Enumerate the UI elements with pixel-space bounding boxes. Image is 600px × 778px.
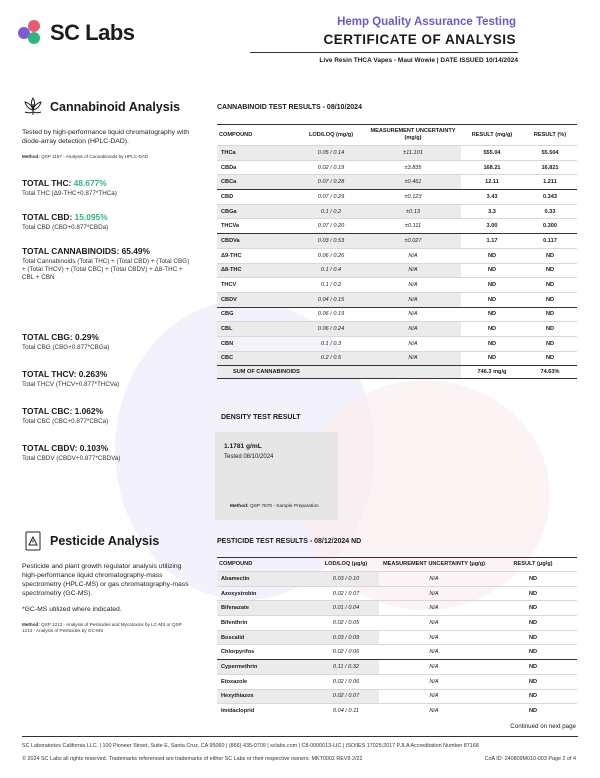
table-cell: ND bbox=[489, 601, 577, 616]
density-method: Method: QSP 7870 - Sample Preparation bbox=[230, 504, 319, 509]
table-cell: 0.05 / 0.14 bbox=[297, 146, 365, 161]
total-formula: Total CBD (CBD+0.877*CBDa) bbox=[22, 224, 109, 231]
cannabinoid-method: Method: QSP 1157 - Analysis of Cannabinoids by HPLC-DAD bbox=[22, 154, 149, 159]
table-cell: 0.1 / 0.2 bbox=[297, 204, 365, 219]
table-cell: 0.06 / 0.24 bbox=[297, 322, 365, 337]
table-cell: ND bbox=[489, 630, 577, 645]
table-cell: ND bbox=[461, 278, 523, 293]
table-cell: ND bbox=[489, 704, 577, 719]
table-cell: ND bbox=[489, 572, 577, 587]
table-row bbox=[217, 248, 577, 263]
compound-name: Δ9-THC bbox=[217, 248, 297, 263]
compound-name: Bifenthrin bbox=[217, 616, 313, 631]
total-label: TOTAL CANNABINOIDS: 65.49% bbox=[22, 246, 150, 256]
column-header: MEASUREMENT UNCERTAINTY (mg/g) bbox=[370, 128, 456, 141]
table-cell: 0.07 / 0.20 bbox=[297, 219, 365, 234]
table-cell: ND bbox=[523, 263, 577, 278]
cannabinoid-totals-list bbox=[22, 332, 192, 463]
table-cell: ND bbox=[489, 660, 577, 675]
total-item bbox=[22, 332, 192, 352]
sum-pct: 74.63% bbox=[523, 366, 577, 379]
pesticide-method: Method: QSP 1212 - Analysis of Pesticides and Mycotoxins by LC-MS or QSP 1213 - Analysis of Pesticides by GC-MS bbox=[22, 622, 182, 633]
page-title: CERTIFICATE OF ANALYSIS bbox=[323, 32, 516, 47]
compound-name: Hexythiazox bbox=[217, 689, 313, 704]
table-cell: N/A bbox=[379, 601, 489, 616]
table-cell: N/A bbox=[379, 660, 489, 675]
compound-name: Cypermethrin bbox=[217, 660, 313, 675]
table-cell: ND bbox=[523, 248, 577, 263]
total-item bbox=[22, 443, 192, 463]
total-item bbox=[22, 246, 192, 282]
table-cell: ND bbox=[461, 248, 523, 263]
pesticide-description: Pesticide and plant growth regulator analysis utilizing high-performance liquid chromatography-mass spectrometry (HPLC-MS) or gas chromatography-mass spectrometry (GC-MS). bbox=[22, 563, 189, 597]
table-cell: 0.07 / 0.28 bbox=[297, 175, 365, 190]
table-cell: 0.343 bbox=[523, 190, 577, 205]
table-cell: ND bbox=[489, 616, 577, 631]
table-cell: ND bbox=[489, 689, 577, 704]
total-label: TOTAL CBG: 0.29% bbox=[22, 332, 99, 342]
table-cell: 0.02 / 0.19 bbox=[297, 160, 365, 175]
table-cell: ND bbox=[523, 322, 577, 337]
table-cell: ND bbox=[461, 263, 523, 278]
total-formula: Total THC (Δ9-THC+0.877*THCa) bbox=[22, 190, 117, 197]
footer-address: SC Laboratories California LLC. | 100 Pioneer Street, Suite E, Santa Cruz, CA 95060 | (866) 435-0709 | sclabs.com | C8-0000013-LIC | ISO/IES 17025:2017 PJLA Accreditation Number 87168 bbox=[22, 743, 479, 749]
total-value: 0.29% bbox=[75, 332, 99, 342]
sc-labs-logo bbox=[18, 20, 135, 46]
table-cell: ND bbox=[461, 307, 523, 322]
table-row bbox=[217, 674, 577, 689]
density-tested-date: Tested 08/10/2024 bbox=[224, 454, 274, 460]
compound-name: CBD bbox=[217, 190, 297, 205]
table-row bbox=[217, 660, 577, 675]
pesticide-section-title: Pesticide Analysis bbox=[50, 534, 160, 548]
compound-name: THCa bbox=[217, 146, 297, 161]
table-cell: N/A bbox=[365, 336, 461, 351]
table-cell: ±0.13 bbox=[365, 204, 461, 219]
table-cell: ND bbox=[523, 336, 577, 351]
compound-name: CBC bbox=[217, 351, 297, 366]
density-result-box bbox=[215, 432, 338, 520]
table-cell: N/A bbox=[379, 689, 489, 704]
table-cell: ND bbox=[523, 278, 577, 293]
table-cell: ND bbox=[461, 292, 523, 307]
total-value: 0.103% bbox=[79, 443, 109, 453]
column-header: COMPOUND bbox=[219, 561, 253, 567]
table-cell: ND bbox=[461, 322, 523, 337]
compound-name: THCVa bbox=[217, 219, 297, 234]
table-cell: 168.21 bbox=[461, 160, 523, 175]
total-value: 0.263% bbox=[78, 369, 108, 379]
density-value: 1.1781 g/mL bbox=[224, 443, 262, 450]
table-cell: ND bbox=[523, 351, 577, 366]
table-cell: N/A bbox=[379, 586, 489, 601]
table-cell: ±0.461 bbox=[365, 175, 461, 190]
table-cell: 12.11 bbox=[461, 175, 523, 190]
table-header-row bbox=[217, 125, 577, 146]
table-cell: 0.11 / 0.32 bbox=[313, 660, 379, 675]
cannabinoid-summary bbox=[22, 96, 192, 282]
logo-text: SC Labs bbox=[50, 20, 135, 45]
pesticide-summary bbox=[22, 530, 192, 634]
table-cell: ND bbox=[461, 351, 523, 366]
table-cell: N/A bbox=[365, 263, 461, 278]
total-label: TOTAL CBDV: 0.103% bbox=[22, 443, 109, 453]
table-cell: ND bbox=[489, 674, 577, 689]
table-cell: N/A bbox=[365, 351, 461, 366]
column-header: RESULT (%) bbox=[533, 131, 567, 138]
table-row bbox=[217, 704, 577, 719]
total-item bbox=[22, 178, 192, 198]
table-row bbox=[217, 572, 577, 587]
total-item bbox=[22, 212, 192, 232]
table-cell: ±11.101 bbox=[365, 146, 461, 161]
table-row bbox=[217, 263, 577, 278]
table-cell: 0.06 / 0.19 bbox=[297, 307, 365, 322]
header-meta: Live Resin THCA Vapes - Maui Wowie | DATE ISSUED 10/14/2024 bbox=[319, 57, 518, 64]
table-cell: 0.1 / 0.2 bbox=[297, 278, 365, 293]
column-header: RESULT (mg/g) bbox=[471, 131, 513, 138]
cannabinoid-section-title: Cannabinoid Analysis bbox=[50, 100, 181, 114]
cannabis-leaf-icon bbox=[22, 96, 44, 118]
compound-name: CBN bbox=[217, 336, 297, 351]
sum-mg: 746.3 mg/g bbox=[461, 366, 523, 379]
table-cell: ±0.027 bbox=[365, 234, 461, 249]
table-row bbox=[217, 645, 577, 660]
table-cell: 0.07 / 0.29 bbox=[297, 190, 365, 205]
table-cell: 16.821 bbox=[523, 160, 577, 175]
density-title: DENSITY TEST RESULT bbox=[221, 414, 301, 421]
compound-name: CBG bbox=[217, 307, 297, 322]
table-cell: N/A bbox=[365, 307, 461, 322]
table-row bbox=[217, 292, 577, 307]
pesticide-results-table bbox=[217, 557, 577, 718]
cannabinoid-description: Tested by high-performance liquid chromatography with diode-array detection (HPLC-DAD). bbox=[22, 129, 189, 145]
column-header: MEASUREMENT UNCERTAINTY (μg/g) bbox=[382, 561, 486, 567]
compound-name: Bifenazate bbox=[217, 601, 313, 616]
table-cell: 0.1 / 0.4 bbox=[297, 263, 365, 278]
table-cell: 555.04 bbox=[461, 146, 523, 161]
table-cell: 0.04 / 0.11 bbox=[313, 704, 379, 719]
header-titles bbox=[323, 16, 516, 47]
compound-name: Δ8-THC bbox=[217, 263, 297, 278]
table-row bbox=[217, 322, 577, 337]
table-cell: N/A bbox=[379, 674, 489, 689]
table-row bbox=[217, 175, 577, 190]
total-value: 1.062% bbox=[74, 406, 103, 416]
table-cell: 0.02 / 0.06 bbox=[313, 674, 379, 689]
column-header: COMPOUND bbox=[219, 131, 253, 138]
table-cell: ND bbox=[489, 586, 577, 601]
total-item bbox=[22, 369, 192, 389]
compound-name: CBDV bbox=[217, 292, 297, 307]
compound-name: Azoxystrobin bbox=[217, 586, 313, 601]
compound-name: CBGa bbox=[217, 204, 297, 219]
table-cell: N/A bbox=[379, 645, 489, 660]
compound-name: THCV bbox=[217, 278, 297, 293]
table-cell: 0.03 / 0.10 bbox=[313, 572, 379, 587]
table-cell: 0.2 / 0.5 bbox=[297, 351, 365, 366]
table-row bbox=[217, 190, 577, 205]
table-row bbox=[217, 616, 577, 631]
table-cell: 0.1 / 0.3 bbox=[297, 336, 365, 351]
table-cell: ND bbox=[523, 292, 577, 307]
table-cell: 0.02 / 0.05 bbox=[313, 616, 379, 631]
table-cell: 3.3 bbox=[461, 204, 523, 219]
total-label: TOTAL THCV: 0.263% bbox=[22, 369, 108, 379]
table-row bbox=[217, 586, 577, 601]
cannabinoid-table-title: CANNABINOID TEST RESULTS - 08/10/2024 bbox=[217, 104, 362, 111]
total-formula: Total THCV (THCV+0.877*THCVa) bbox=[22, 381, 120, 388]
cannabinoid-heading bbox=[22, 96, 192, 118]
table-cell: N/A bbox=[365, 278, 461, 293]
table-cell: N/A bbox=[365, 322, 461, 337]
table-row bbox=[217, 234, 577, 249]
total-label: TOTAL CBC: 1.062% bbox=[22, 406, 103, 416]
column-header: LOD/LOQ (mg/g) bbox=[308, 131, 354, 138]
total-label: TOTAL CBD: 15.095% bbox=[22, 212, 108, 222]
header-subtitle: Hemp Quality Assurance Testing bbox=[337, 16, 516, 28]
table-row bbox=[217, 601, 577, 616]
table-cell: 0.06 / 0.26 bbox=[297, 248, 365, 263]
table-cell: ND bbox=[523, 307, 577, 322]
table-cell: 0.01 / 0.04 bbox=[313, 601, 379, 616]
compound-name: Imidacloprid bbox=[217, 704, 313, 719]
sum-row bbox=[217, 366, 577, 379]
continued-note: Continued on next page bbox=[510, 723, 576, 730]
sum-label: SUM OF CANNABINOIDS bbox=[217, 366, 461, 379]
table-cell: 1.17 bbox=[461, 234, 523, 249]
total-formula: Total CBDV (CBDV+0.877*CBDVa) bbox=[22, 455, 121, 462]
table-row bbox=[217, 219, 577, 234]
pesticide-heading bbox=[22, 530, 192, 552]
table-cell: N/A bbox=[365, 248, 461, 263]
cannabinoid-totals bbox=[22, 178, 192, 282]
footer-page-info: CoA ID: 240809M010-003 Page 2 of 4 bbox=[484, 756, 576, 762]
warning-flask-icon bbox=[22, 530, 44, 552]
total-value: 48.677% bbox=[73, 178, 107, 188]
table-row bbox=[217, 160, 577, 175]
pesticide-table-title: PESTICIDE TEST RESULTS - 08/12/2024 ND bbox=[217, 538, 362, 545]
table-cell: 1.211 bbox=[523, 175, 577, 190]
compound-name: Chlorpyrifos bbox=[217, 645, 313, 660]
table-row bbox=[217, 630, 577, 645]
table-row bbox=[217, 689, 577, 704]
total-value: 15.095% bbox=[74, 212, 108, 222]
column-header: LOD/LOQ (μg/g) bbox=[324, 561, 368, 567]
table-cell: 0.04 / 0.15 bbox=[297, 292, 365, 307]
pesticide-status: ND bbox=[351, 538, 362, 545]
compound-name: Boscalid bbox=[217, 630, 313, 645]
table-row bbox=[217, 204, 577, 219]
table-cell: 0.02 / 0.06 bbox=[313, 645, 379, 660]
table-cell: 55.504 bbox=[523, 146, 577, 161]
table-row bbox=[217, 146, 577, 161]
total-label: TOTAL THC: 48.677% bbox=[22, 178, 107, 188]
table-cell: N/A bbox=[365, 292, 461, 307]
table-cell: 0.300 bbox=[523, 219, 577, 234]
table-cell: 3.00 bbox=[461, 219, 523, 234]
footer-divider bbox=[22, 736, 578, 737]
footer-copyright: © 2024 SC Labs all rights reserved. Trademarks referenced are trademarks of either SC Labs or their respective owners. MKT0002 REV9 2/22 bbox=[22, 756, 363, 762]
compound-name: Abamectin bbox=[217, 572, 313, 587]
logo-mark-icon bbox=[18, 20, 44, 46]
gc-ms-note: *GC-MS utilized where indicated. bbox=[22, 606, 122, 613]
table-cell: N/A bbox=[379, 704, 489, 719]
compound-name: CBCa bbox=[217, 175, 297, 190]
cannabinoid-totals-secondary bbox=[22, 318, 192, 463]
table-cell: ±3.835 bbox=[365, 160, 461, 175]
table-header-row bbox=[217, 558, 577, 572]
total-value: 65.49% bbox=[121, 246, 150, 256]
table-cell: N/A bbox=[379, 630, 489, 645]
table-cell: 0.33 bbox=[523, 204, 577, 219]
table-cell: ND bbox=[489, 645, 577, 660]
table-row bbox=[217, 336, 577, 351]
table-row bbox=[217, 307, 577, 322]
total-formula: Total CBC (CBC+0.877*CBCa) bbox=[22, 418, 109, 425]
total-item bbox=[22, 406, 192, 426]
total-formula: Total Cannabinoids (Total THC) + (Total CBD) + (Total CBG) + (Total THCV) + (Total CBC) + (Total CBDV) + Δ8-THC + CBL + CBN bbox=[22, 258, 190, 281]
table-cell: ND bbox=[461, 336, 523, 351]
total-formula: Total CBG (CBG+0.877*CBGa) bbox=[22, 344, 110, 351]
table-cell: 0.03 / 0.09 bbox=[313, 630, 379, 645]
table-cell: N/A bbox=[379, 616, 489, 631]
table-row bbox=[217, 351, 577, 366]
compound-name: CBL bbox=[217, 322, 297, 337]
table-cell: ±0.111 bbox=[365, 219, 461, 234]
cannabinoid-results-table bbox=[217, 124, 577, 379]
table-cell: 3.43 bbox=[461, 190, 523, 205]
table-row bbox=[217, 278, 577, 293]
table-cell: ±0.123 bbox=[365, 190, 461, 205]
compound-name: Etoxazole bbox=[217, 674, 313, 689]
compound-name: CBDVa bbox=[217, 234, 297, 249]
column-header: RESULT (μg/g) bbox=[513, 561, 553, 567]
compound-name: CBDa bbox=[217, 160, 297, 175]
table-cell: 0.02 / 0.07 bbox=[313, 689, 379, 704]
table-cell: 0.117 bbox=[523, 234, 577, 249]
header-divider bbox=[250, 52, 518, 53]
table-cell: 0.02 / 0.07 bbox=[313, 586, 379, 601]
table-cell: 0.03 / 0.53 bbox=[297, 234, 365, 249]
table-cell: N/A bbox=[379, 572, 489, 587]
